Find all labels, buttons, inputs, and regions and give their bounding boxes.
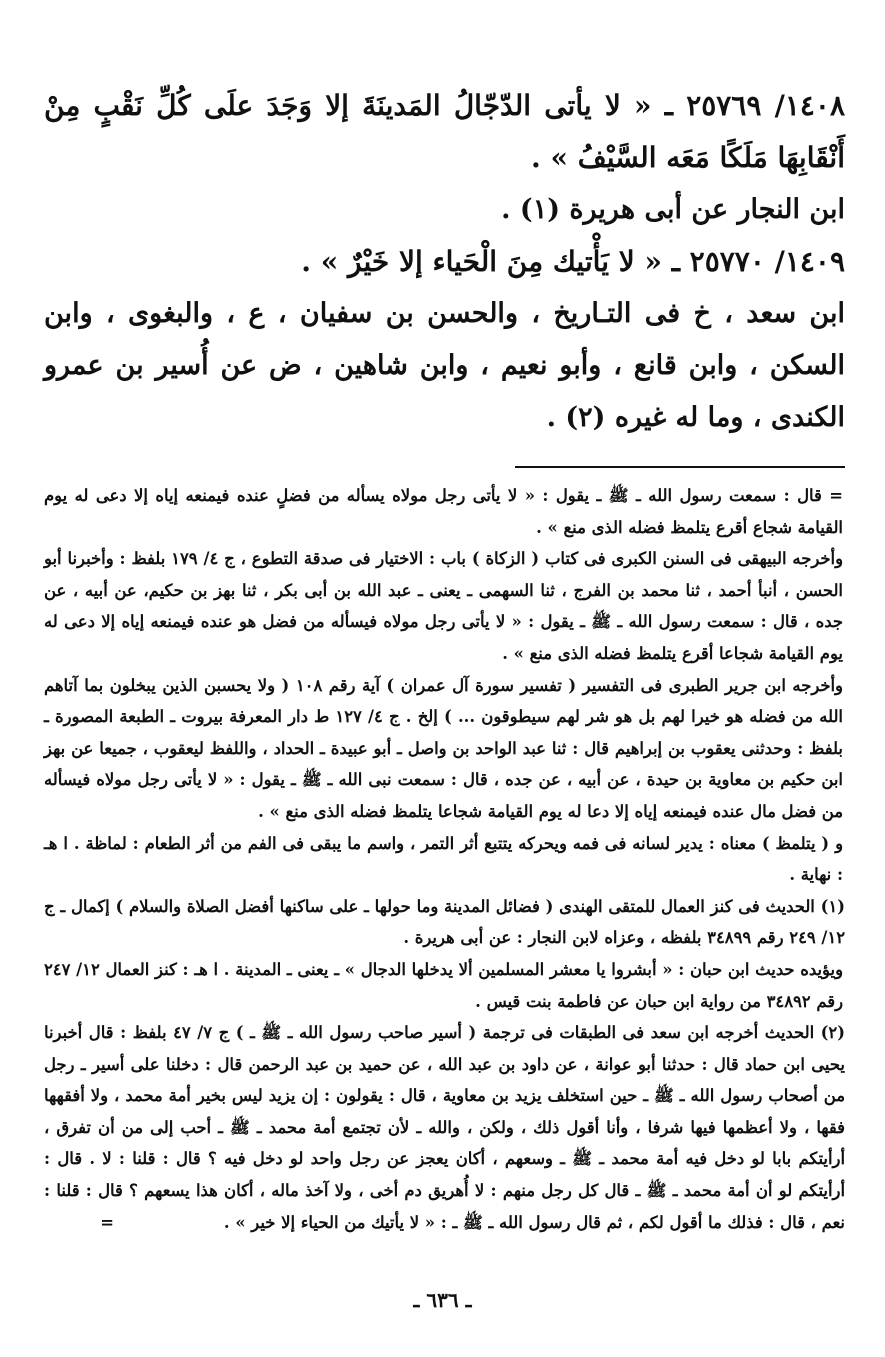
continuation-mark: = <box>100 1212 114 1232</box>
footnote-continuation: = قال : سمعت رسول الله ـ ﷺ ـ يقول : « لا يأتى رجل مولاه يسأله من فضلٍ عنده فيمنعه إياه إلا دعى له يوم القيامة شجاع أقرع يتلمظ فضله الذى منع » . <box>44 486 843 537</box>
footnote-yatalammaz: و ( يتلمظ ) معناه : يدير لسانه فى فمه ويحركه يتتبع أثر التمر ، واسم ما يبقى فى الفم من أثر الطعام : لماظة . ا هـ : نهاية . <box>44 833 843 885</box>
page-number: ـ ٦٣٦ ـ <box>413 1288 472 1312</box>
hadith-1409: ١٤٠٩/ ٢٥٧٧٠ ـ « لا يَأْتيك مِنَ الْحَياء إلا خَيْرٌ » . <box>301 245 845 278</box>
footnote-divider <box>515 466 845 468</box>
footnote-tabari: وأخرجه ابن جرير الطبرى فى التفسير ( تفسير سورة آل عمران ) آية رقم ١٠٨ ( ولا يحسبن الذين يبخلون بما آتاهم الله من فضله هو خيرا لهم بل هو شر لهم سيطوقون ... ) إلخ . ج ٤/ ١٢٧ ط دار المعرفة بيروت ـ الطبعة المصورة ـ بلفظ : وحدثنى يعقوب بن إبراهيم قال : ثنا عبد الواحد بن واصل ـ أبو عبيدة ـ الحداد ، واللفظ ليعقوب ، جميعا عن بهز ابن حكيم بن معاوية بن حيدة ، عن أبيه ، عن جده ، قال : سمعت نبى الله ـ ﷺ ـ يقول : « لا يأتى رجل مولاه فيسأله من فضل مال عنده فيمنعه إياه إلا دعا له يوم القيامة شجاعا يتلمظ فضله الذى منع » . <box>44 675 843 821</box>
footnote-1: (١) الحديث فى كنز العمال للمتقى الهندى ( فضائل المدينة وما حولها ـ على ساكنها أفضل الصلاة والسلام ) إكمال ـ ج ١٢/ ٢٤٩ رقم ٣٤٨٩٩ بلفظه ، وعزاه لابن النجار : عن أبى هريرة . <box>44 896 845 948</box>
source-1409: ابن سعد ، خ فى التـاريخ ، والحسن بن سفيان ، ع ، والبغوى ، وابن السكن ، وابن قانع ، وأبو نعيم ، وابن شاهين ، ض عن أُسير بن عمرو الكندى ، وما له غيره (٢) . <box>44 298 846 433</box>
footnote-bayhaqi: وأخرجه البيهقى فى السنن الكبرى فى كتاب ( الزكاة ) باب : الاختيار فى صدقة التطوع ، ج ٤/ ١٧٩ بلفظ : وأخبرنا أبو الحسن ، أنبأ أحمد ، ثنا محمد بن الفرج ، ثنا السهمى ـ يعنى ـ عبد الله بن أبى بكر ، ثنا بهز بن حكيم، عن أبيه ، عن جده ، قال : سمعت رسول الله ـ ﷺ ـ يقول : « لا يأتى رجل مولاه فيسأله من فضل هو عنده فيمنعه إياه إلا دعى له يوم القيامة شجاعا أقرع يتلمظ فضله الذى منع » . <box>44 549 843 663</box>
footnote-2-text: (٢) الحديث أخرجه ابن سعد فى الطبقات فى ترجمة ( أسير صاحب رسول الله ـ ﷺ ـ ) ج ٧/ ٤٧ بلفظ : قال أخبرنا يحيى ابن حماد قال : حدثنا أبو عوانة ، عن داود بن عبد الله ، عن حميد بن عبد الرحمن قال : دخلنا على أسير ـ رجل من أصحاب رسول الله ـ ﷺ ـ حين استخلف يزيد بن معاوية ، قال : يقولون : إن يزيد ليس بخير أمة محمد ، ولا أفقهها فقها ، ولا أعظمها فيها شرفا ، وأنا أقول ذلك ، ولكن ، والله ـ لأن تجتمع أمة محمد ـ ﷺ ـ أحب إلى من أن تفرق ، أرأيتكم بابا لو دخل فيه أمة محمد ـ ﷺ ـ وسعهم ، أكان يعجز عن رجل واحد لو دخل فيه ؟ قال : قلنا : لا . قال : أرأيتكم لو أن أمة محمد ـ ﷺ ـ قال كل رجل منهم : لا أُهريق دم أخى ، ولا آخذ ماله ، أكان هذا يسعهم ؟ قال : قلنا : نعم ، قال : فذلك ما أقول لكم ، ثم قال رسول الله ـ ﷺ ـ : « لا يأتيك من الحياء إلا خير » . <box>44 1023 845 1232</box>
footnote-1-ibn-hibban: ويؤيده حديث ابن حبان : « أبشروا يا معشر المسلمين ألا يدخلها الدجال » ـ يعنى ـ المدينة . ا هـ : كنز العمال ١٢/ ٢٤٧ رقم ٣٤٨٩٢ من رواية ابن حبان عن فاطمة بنت قيس . <box>44 959 843 1011</box>
footnote-2 <box>44 1017 845 1238</box>
main-text <box>44 80 845 444</box>
source-1408: ابن النجار عن أبى هريرة (١) . <box>501 194 845 225</box>
hadith-1408: ١٤٠٨/ ٢٥٧٦٩ ـ « لا يأتى الدّجّالُ المَدينَةَ إلا وَجَدَ علَى كُلِّ نَقْبٍ مِنْ أَنْقَابِهَا مَلَكًا مَعَه السَّيْفُ » . <box>44 89 845 174</box>
footnotes <box>44 480 845 1238</box>
